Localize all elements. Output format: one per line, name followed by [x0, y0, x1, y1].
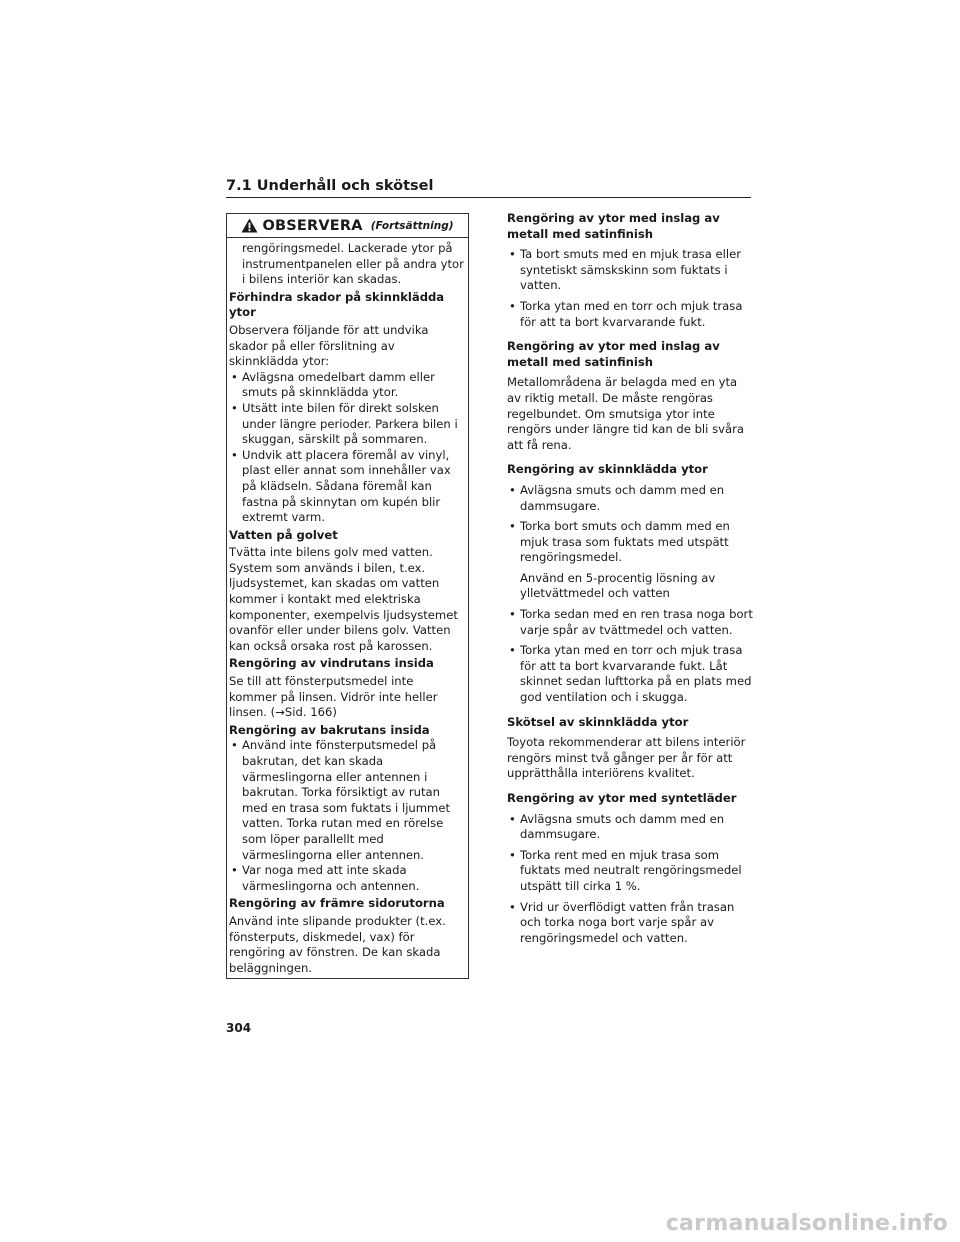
- caution-body: [227, 238, 468, 976]
- list-synthetic-leather: [507, 812, 753, 947]
- caution-intro: rengöringsmedel. Lackerade ytor på instrumentpanelen eller på andra ytor i bilens interiör kan skadas.: [242, 241, 464, 287]
- section-header: 7.1 Underhåll och skötsel: [226, 178, 751, 198]
- heading-leather-damage: Förhindra skador på skinnklädda ytor: [229, 289, 445, 320]
- list-item: • Torka rent med en mjuk trasa som fuktats med neutralt rengöringsmedel utspätt till cirka 1 %.: [507, 848, 753, 895]
- heading-leather-care: Skötsel av skinnklädda ytor: [507, 714, 689, 729]
- heading-front-side-windows: Rengöring av främre sidorutorna: [229, 896, 445, 911]
- list-item: • Torka ytan med en torr och mjuk trasa för att ta bort kvarvarande fukt. Låt skinnet sedan lufttorka på en plats med god ventilation och i skugga.: [507, 643, 753, 705]
- list-item: • Avlägsna smuts och damm med en dammsugare.: [507, 812, 753, 843]
- page-number: 304: [226, 1021, 252, 1035]
- list-item: • Undvik att placera föremål av vinyl, plast eller annat som innehåller vax på klädseln. Sådana föremål kan fastna på skinnytan om kupén blir extremt varm.: [229, 448, 464, 526]
- caution-continued: (Fortsättning): [370, 219, 454, 232]
- warning-triangle-icon: [241, 218, 258, 233]
- heading-water-floor: Vatten på golvet: [229, 527, 338, 542]
- list-rear-window: [229, 738, 464, 894]
- list-item: • Ta bort smuts med en mjuk trasa eller syntetiskt sämskskinn som fuktats i vatten.: [507, 247, 753, 294]
- list-item: • Använd inte fönsterputsmedel på bakrutan, det kan skada värmeslingorna eller antennen i bakrutan. Torka försiktigt av rutan med en trasa som fuktats i ljummet vatten. Torka rutan med en rörelse som löper parallellt med värmeslingorna eller antennen.: [229, 738, 464, 863]
- list-leather-cleaning-2: [507, 607, 753, 706]
- caution-box: [226, 213, 469, 979]
- list-item: • Torka bort smuts och damm med en mjuk trasa som fuktats med utspätt rengöringsmedel.: [507, 519, 753, 566]
- list-item: • Torka ytan med en torr och mjuk trasa för att ta bort kvarvarande fukt.: [507, 299, 753, 330]
- right-column: [507, 211, 753, 951]
- list-satin-metal: [507, 247, 753, 330]
- list-item: • Var noga med att inte skada värmeslingorna och antennen.: [229, 863, 464, 894]
- paragraph-water-floor: Tvätta inte bilens golv med vatten. System som används i bilen, t.ex. ljudsystemet, kan skadas om vatten kommer i kontakt med elektriska komponenter, exempelvis ljudsystemet ovanför eller under bilens golv. Vatten kan också orsaka rost på karossen.: [229, 545, 458, 653]
- heading-leather-cleaning: Rengöring av skinnklädda ytor: [507, 462, 708, 477]
- list-leather-cleaning: [507, 483, 753, 566]
- list-item: • Torka sedan med en ren trasa noga bort varje spår av tvättmedel och vatten.: [507, 607, 753, 638]
- watermark: carmanualsonline.info: [665, 1211, 948, 1236]
- heading-windshield: Rengöring av vindrutans insida: [229, 656, 434, 671]
- paragraph-wool-detergent: Använd en 5-procentig lösning av ylletvättmedel och vatten: [520, 570, 716, 601]
- paragraph-front-side-windows: Använd inte slipande produkter (t.ex. fönsterputs, diskmedel, vax) för rengöring av fönstren. De kan skada beläggningen.: [229, 913, 446, 975]
- paragraph-windshield: Se till att fönsterputsmedel inte kommer på linsen. Vidrör inte heller linsen. (→Sid. 166): [229, 674, 438, 720]
- list-item: • Avlägsna smuts och damm med en dammsugare.: [507, 483, 753, 514]
- list-item: • Utsätt inte bilen för direkt solsken under längre perioder. Parkera bilen i skuggan, särskilt på sommaren.: [229, 401, 464, 448]
- heading-satin-metal: Rengöring av ytor med inslag av metall med satinfinish: [507, 211, 720, 241]
- heading-rear-window: Rengöring av bakrutans insida: [229, 722, 430, 737]
- paragraph-metal-areas: Metallområdena är belagda med en yta av riktig metall. De måste rengöras regelbundet. Om smutsiga ytor inte rengörs under längre tid kan de bli svåra att få rena.: [507, 375, 744, 452]
- caution-title: OBSERVERA: [262, 217, 363, 234]
- list-item: • Vrid ur överflödigt vatten från trasan och torka noga bort varje spår av rengöringsmedel och vatten.: [507, 900, 753, 947]
- paragraph-leather-care: Toyota rekommenderar att bilens interiör rengörs minst två gånger per år för att upprätthålla interiörens kvalitet.: [507, 735, 746, 781]
- paragraph-leather-damage: Observera följande för att undvika skador på eller förslitning av skinnklädda ytor:: [229, 322, 429, 369]
- list-item: • Avlägsna omedelbart damm eller smuts på skinnklädda ytor.: [229, 370, 464, 401]
- heading-synthetic-leather: Rengöring av ytor med syntetläder: [507, 791, 737, 805]
- list-leather-damage: [229, 370, 464, 526]
- caution-header: [227, 214, 468, 238]
- heading-satin-metal-2: Rengöring av ytor med inslag av metall med satinfinish: [507, 339, 720, 369]
